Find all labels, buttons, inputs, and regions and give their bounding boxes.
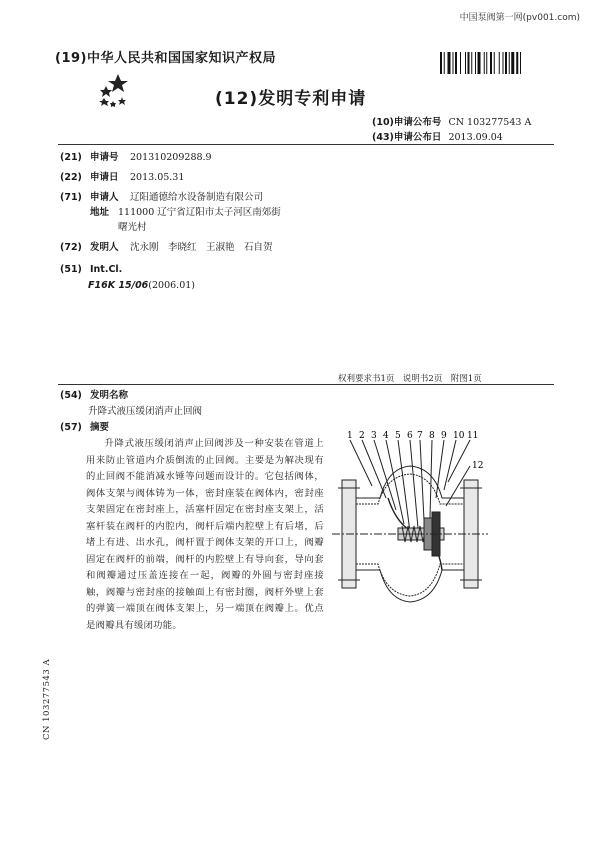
figure-label: 4 — [383, 431, 389, 441]
site-watermark: 中国泵阀第一网(pv001.com) — [459, 13, 580, 23]
applicant: (71) 申请人 辽阳通德给水设备制造有限公司 — [60, 192, 264, 203]
invention-title: 升降式液压缓闭消声止回阀 — [88, 406, 203, 417]
pub-no-label: (10)申请公布号 — [372, 117, 442, 128]
pub-date-label: (43)申请公布日 — [372, 132, 442, 143]
patent-type: (12)发明专利申请 — [215, 89, 367, 109]
figure-label: 5 — [395, 431, 401, 441]
address-line2: 曙光村 — [118, 222, 147, 233]
figure-label: 2 — [359, 431, 365, 441]
figure-label: 7 — [417, 431, 423, 441]
barcode-icon — [440, 52, 552, 74]
valve-drawing — [328, 428, 500, 624]
publication-date-row — [372, 129, 503, 143]
office-title: (19)中华人民共和国国家知识产权局 — [55, 51, 276, 66]
figure-label: 9 — [441, 431, 447, 441]
figure-label: 3 — [371, 431, 377, 441]
application-number: (21) 申请号 201310209288.9 — [60, 152, 212, 163]
int-cl-class: F16K 15/06(2006.01) — [88, 280, 195, 291]
figure-label: 8 — [429, 431, 435, 441]
pub-no-value: CN 103277543 A — [448, 117, 532, 128]
int-cl: (51) Int.Cl. — [60, 264, 123, 275]
cnipa-logo-icon — [96, 72, 140, 112]
figure-label: 12 — [472, 461, 484, 471]
figure-label: 10 — [453, 431, 465, 441]
figure-label: 6 — [407, 431, 413, 441]
publication-number-row — [372, 114, 531, 128]
inventors: (72) 发明人 沈永刚 李晓红 王淑艳 石自贺 — [60, 242, 273, 253]
figure-label: 1 — [347, 431, 353, 441]
pub-date-value: 2013.09.04 — [448, 132, 503, 143]
header-divider — [58, 144, 554, 145]
application-date: (22) 申请日 2013.05.31 — [60, 172, 185, 183]
page-count: 权利要求书1页 说明书2页 附图1页 — [338, 374, 482, 384]
middle-divider — [58, 384, 554, 385]
abstract-body: 升降式液压缓闭消声止回阀涉及一种安装在管道上用来防止管道内介质倒流的止回阀。主要是为解决现有的止回阀不能消减水锤等问题而设计的。它包括阀体，阀体支架与阀体铸为一体，密封座装在阀体内，密封座支架固定在密封座上，活塞杆固定在密封座支架上，活塞杆装在阀杆的内腔内，阀杆后端内腔壁上有后堵，后堵上有进、出水孔，阀杆置于阀体支架的开口上，阀瓣固定在阀杆的前端，阀杆的内腔壁上有导向套，导向套和阀瓣通过压盖连接在一起，阀瓣的外圆与密封座接触，阀瓣与密封座的接触面上有密封圈，阀杆外壁上套的弹簧一端顶在阀体支架上，另一端顶在阀瓣上。优点是阀瓣具有缓闭功能。 — [86, 438, 324, 631]
address: 地址 111000 辽宁省辽阳市太子河区南郊街 — [90, 207, 281, 218]
side-publication-code: CN 103277543 A — [42, 658, 52, 740]
figure-label: 11 — [467, 431, 479, 441]
abstract-heading: (57) 摘要 — [60, 422, 110, 433]
title-heading: (54) 发明名称 — [60, 390, 129, 401]
